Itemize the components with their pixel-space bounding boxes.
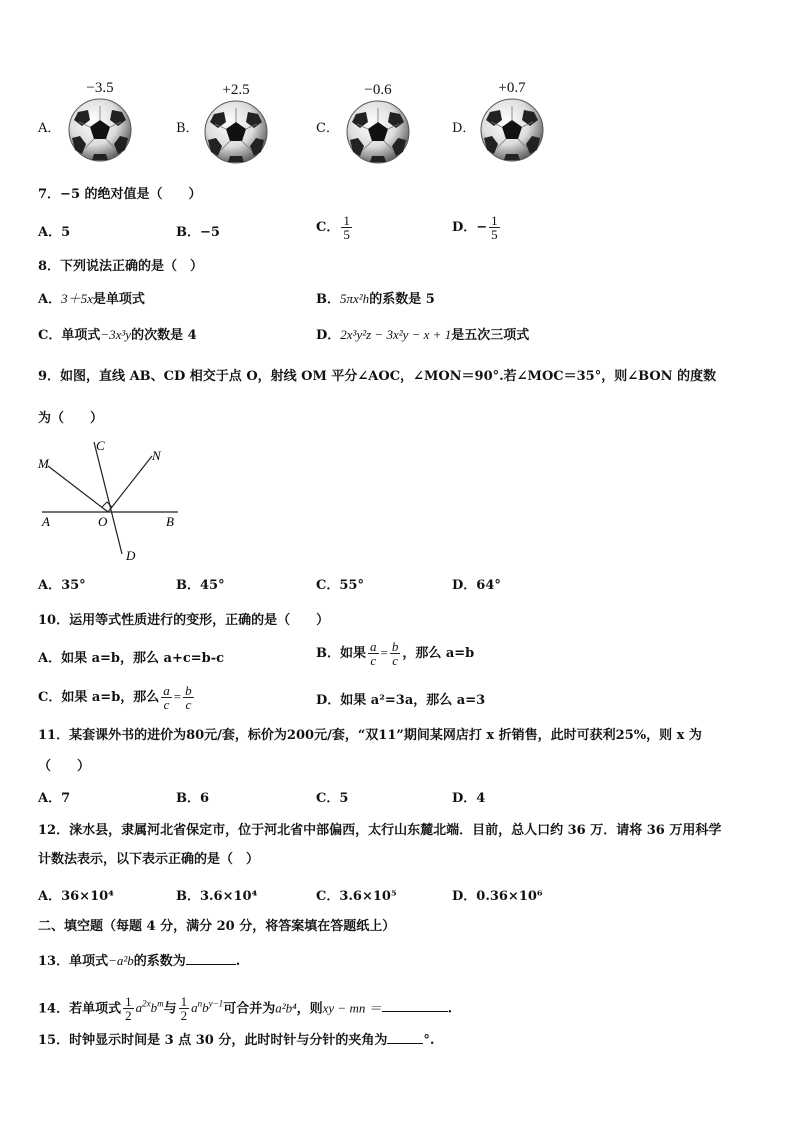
ray-on <box>108 456 152 512</box>
q8-option-c-label: C．单项式 <box>38 328 101 343</box>
equals-sign: = <box>380 645 388 660</box>
q11-stem-line2: （ ） <box>38 759 91 774</box>
q14-merge-text: 可合并为 <box>223 1001 276 1017</box>
q8-stem: 8．下列说法正确的是（ ） <box>38 259 204 274</box>
fraction-one-half <box>123 995 134 1022</box>
q13-suffix: 的系数为 <box>133 954 186 969</box>
fraction-denominator: c <box>370 653 377 668</box>
fraction-denominator: 5 <box>491 227 498 242</box>
q6-option-d-value: +0.7 <box>498 80 526 96</box>
q10-option-a: A．如果 a=b，那么 a+c=b-c <box>38 651 225 666</box>
q8-option-d-label: D． <box>316 328 341 343</box>
q6-option-b-value: +2.5 <box>222 82 250 98</box>
fraction-denominator: c <box>163 697 170 712</box>
fraction-one-half <box>179 995 190 1022</box>
q12-option-d: D．0.36×10⁶ <box>452 889 543 904</box>
q6-option-a-value: −3.5 <box>86 80 114 96</box>
q7-option-b: B．−5 <box>176 225 220 240</box>
q8-option-a-text: 是单项式 <box>92 292 145 307</box>
label-b: B <box>166 514 174 529</box>
q9-option-d: D．64° <box>452 578 501 593</box>
q7-option-d <box>452 214 502 241</box>
label-c: C <box>96 438 105 453</box>
q8-option-c <box>38 326 197 345</box>
soccer-ball-icon <box>204 100 268 164</box>
q7-option-d-fraction <box>489 214 500 241</box>
q7-option-c-label: C． <box>316 220 340 235</box>
q14-prefix: 14．若单项式 <box>38 1001 122 1017</box>
q6-option-d-label: D． <box>452 121 476 136</box>
q9-option-c: C．55° <box>316 578 364 593</box>
q8-option-a <box>38 290 145 309</box>
q7-option-c-fraction <box>341 214 352 241</box>
q14-expression: xy − mn ＝ <box>322 1000 382 1016</box>
q13: 13．单项式−a²b的系数为 . <box>38 953 241 969</box>
q6-option-a <box>66 80 134 170</box>
q6-option-c-value: −0.6 <box>364 82 392 98</box>
fraction-denominator: 5 <box>343 227 350 242</box>
q10-option-b-suffix: ，那么 a=b <box>402 646 475 661</box>
q13-prefix: 13．单项式 <box>38 954 109 969</box>
q11-option-a: A．7 <box>38 791 71 806</box>
fraction-numerator: b <box>391 639 399 654</box>
q12-stem-line2: 计数法表示，以下表示正确的是（ ） <box>38 852 260 867</box>
label-m: M <box>38 456 49 471</box>
label-o: O <box>98 514 108 529</box>
label-n: N <box>152 448 161 463</box>
answer-blank[interactable] <box>186 951 236 965</box>
soccer-ball-icon <box>346 100 410 164</box>
q15-text: 15．时钟显示时间是 3 点 30 分，此时时针与分针的夹角为 <box>38 1033 388 1048</box>
q14-monomial-1: $a^{2x}b^m$ <box>135 999 164 1016</box>
q8-option-b-expression: 5πx²h <box>340 291 370 306</box>
fraction-b-over-c <box>390 640 401 667</box>
ray-om <box>48 466 108 512</box>
q12-option-c: C．3.6×10⁵ <box>316 889 397 904</box>
q8-option-c-text: 的次数是 4 <box>131 328 197 343</box>
q9-stem-line2: 为（ ） <box>38 411 104 426</box>
q11-option-b: B．6 <box>176 791 210 806</box>
q8-option-b-label: B． <box>316 292 340 307</box>
q8-option-b <box>316 290 435 309</box>
label-d: D <box>126 548 136 563</box>
q14-then: ，则 <box>296 1001 323 1017</box>
q10-option-c-prefix: C．如果 a=b，那么 <box>38 690 160 705</box>
answer-blank[interactable] <box>387 1030 423 1044</box>
q15 <box>38 1030 434 1050</box>
q7-option-d-label: D．− <box>452 220 488 235</box>
q6-option-c-label: C． <box>316 121 339 136</box>
q7-stem: 7．−5 的绝对值是（ ） <box>38 187 202 202</box>
equals-sign: = <box>173 689 182 704</box>
q13-expression: −a²b <box>108 953 134 968</box>
q9-option-b: B．45° <box>176 578 225 593</box>
q10-option-c <box>38 684 196 711</box>
fraction-b-over-c <box>183 684 194 711</box>
fraction-denominator: c <box>185 697 192 712</box>
q8-option-a-label: A． <box>38 292 62 307</box>
q14-target: a²b⁴ <box>275 1000 297 1016</box>
section-fill-in-heading: 二、填空题（每题 4 分，满分 20 分，将答案填在答题纸上） <box>38 919 396 934</box>
q11-option-c: C．5 <box>316 791 349 806</box>
soccer-ball-icon <box>480 98 544 162</box>
q12-option-b: B．3.6×10⁴ <box>176 889 258 904</box>
q6-option-a-label: A． <box>38 121 61 136</box>
q8-option-a-expression: 3＋5x <box>61 291 93 306</box>
fraction-numerator: b <box>185 683 192 698</box>
q9-stem-line1: 9．如图，直线 AB、CD 相交于点 O，射线 OM 平分∠AOC，∠MON＝90°.若∠MOC＝35°，则∠BON 的度数 <box>38 369 717 384</box>
q11-stem-line1: 11．某套课外书的进价为80元/套，标价为200元/套，“双11”期间某网店打 x 折销售，此时可获利25%，则 x 为 <box>38 728 702 743</box>
fraction-a-over-c <box>368 640 379 667</box>
fraction-numerator: a <box>370 639 377 654</box>
fraction-numerator: 1 <box>180 994 188 1010</box>
fraction-numerator: 1 <box>125 994 132 1010</box>
q14-and: 与 <box>163 1001 177 1017</box>
q8-option-d <box>316 326 529 345</box>
q8-option-b-text: 的系数是 5 <box>369 292 435 307</box>
fraction-denominator: 2 <box>180 1008 188 1024</box>
line-cd <box>94 442 122 554</box>
q9-geometry-figure <box>36 436 186 564</box>
q12-stem-line1: 12．涞水县，隶属河北省保定市，位于河北省中部偏西，太行山东麓北端．目前，总人口约 36 万．请将 36 万用科学 <box>38 823 722 838</box>
q8-option-d-text: 是五次三项式 <box>451 328 530 343</box>
label-a: A <box>42 514 50 529</box>
q15-unit: °. <box>423 1033 435 1048</box>
q6-option-d <box>478 80 546 170</box>
q10-option-b-prefix: B．如果 <box>316 646 366 661</box>
fraction-numerator: 1 <box>343 213 350 228</box>
soccer-ball-icon <box>68 98 132 162</box>
fraction-numerator: a <box>163 683 170 698</box>
fraction-denominator: 2 <box>125 1008 132 1024</box>
q10-option-b <box>316 640 474 667</box>
q8-option-d-expression: 2x³y²z − 3x²y − x + 1 <box>340 327 452 342</box>
q6-option-b-label: B． <box>176 121 199 136</box>
q12-option-a: A．36×10⁴ <box>38 889 114 904</box>
q11-option-d: D．4 <box>452 791 486 806</box>
q6-option-b <box>202 82 270 172</box>
q7-option-a: A．5 <box>38 225 71 240</box>
q10-stem: 10．运用等式性质进行的变形，正确的是（ ） <box>38 613 330 628</box>
fraction-denominator: c <box>392 653 398 668</box>
q7-option-c <box>316 214 354 241</box>
fraction-a-over-c <box>161 684 172 711</box>
answer-blank[interactable] <box>382 998 448 1012</box>
q14-monomial-2: $a^nb^{y-1}$ <box>191 999 224 1016</box>
q6-option-c <box>344 82 412 172</box>
q10-option-d: D．如果 a²=3a，那么 a=3 <box>316 693 486 708</box>
q14: 14．若单项式 $\frac{1}{2}$ $a^{2x}b^m$与 $\frac{1}{2}$ $a^nb^{y-1}$可合并为a²b⁴，则xy − mn ＝ . <box>38 994 453 1024</box>
q8-option-c-expression: −3x³y <box>100 327 132 342</box>
fraction-numerator: 1 <box>491 213 498 228</box>
q9-option-a: A．35° <box>38 578 86 593</box>
